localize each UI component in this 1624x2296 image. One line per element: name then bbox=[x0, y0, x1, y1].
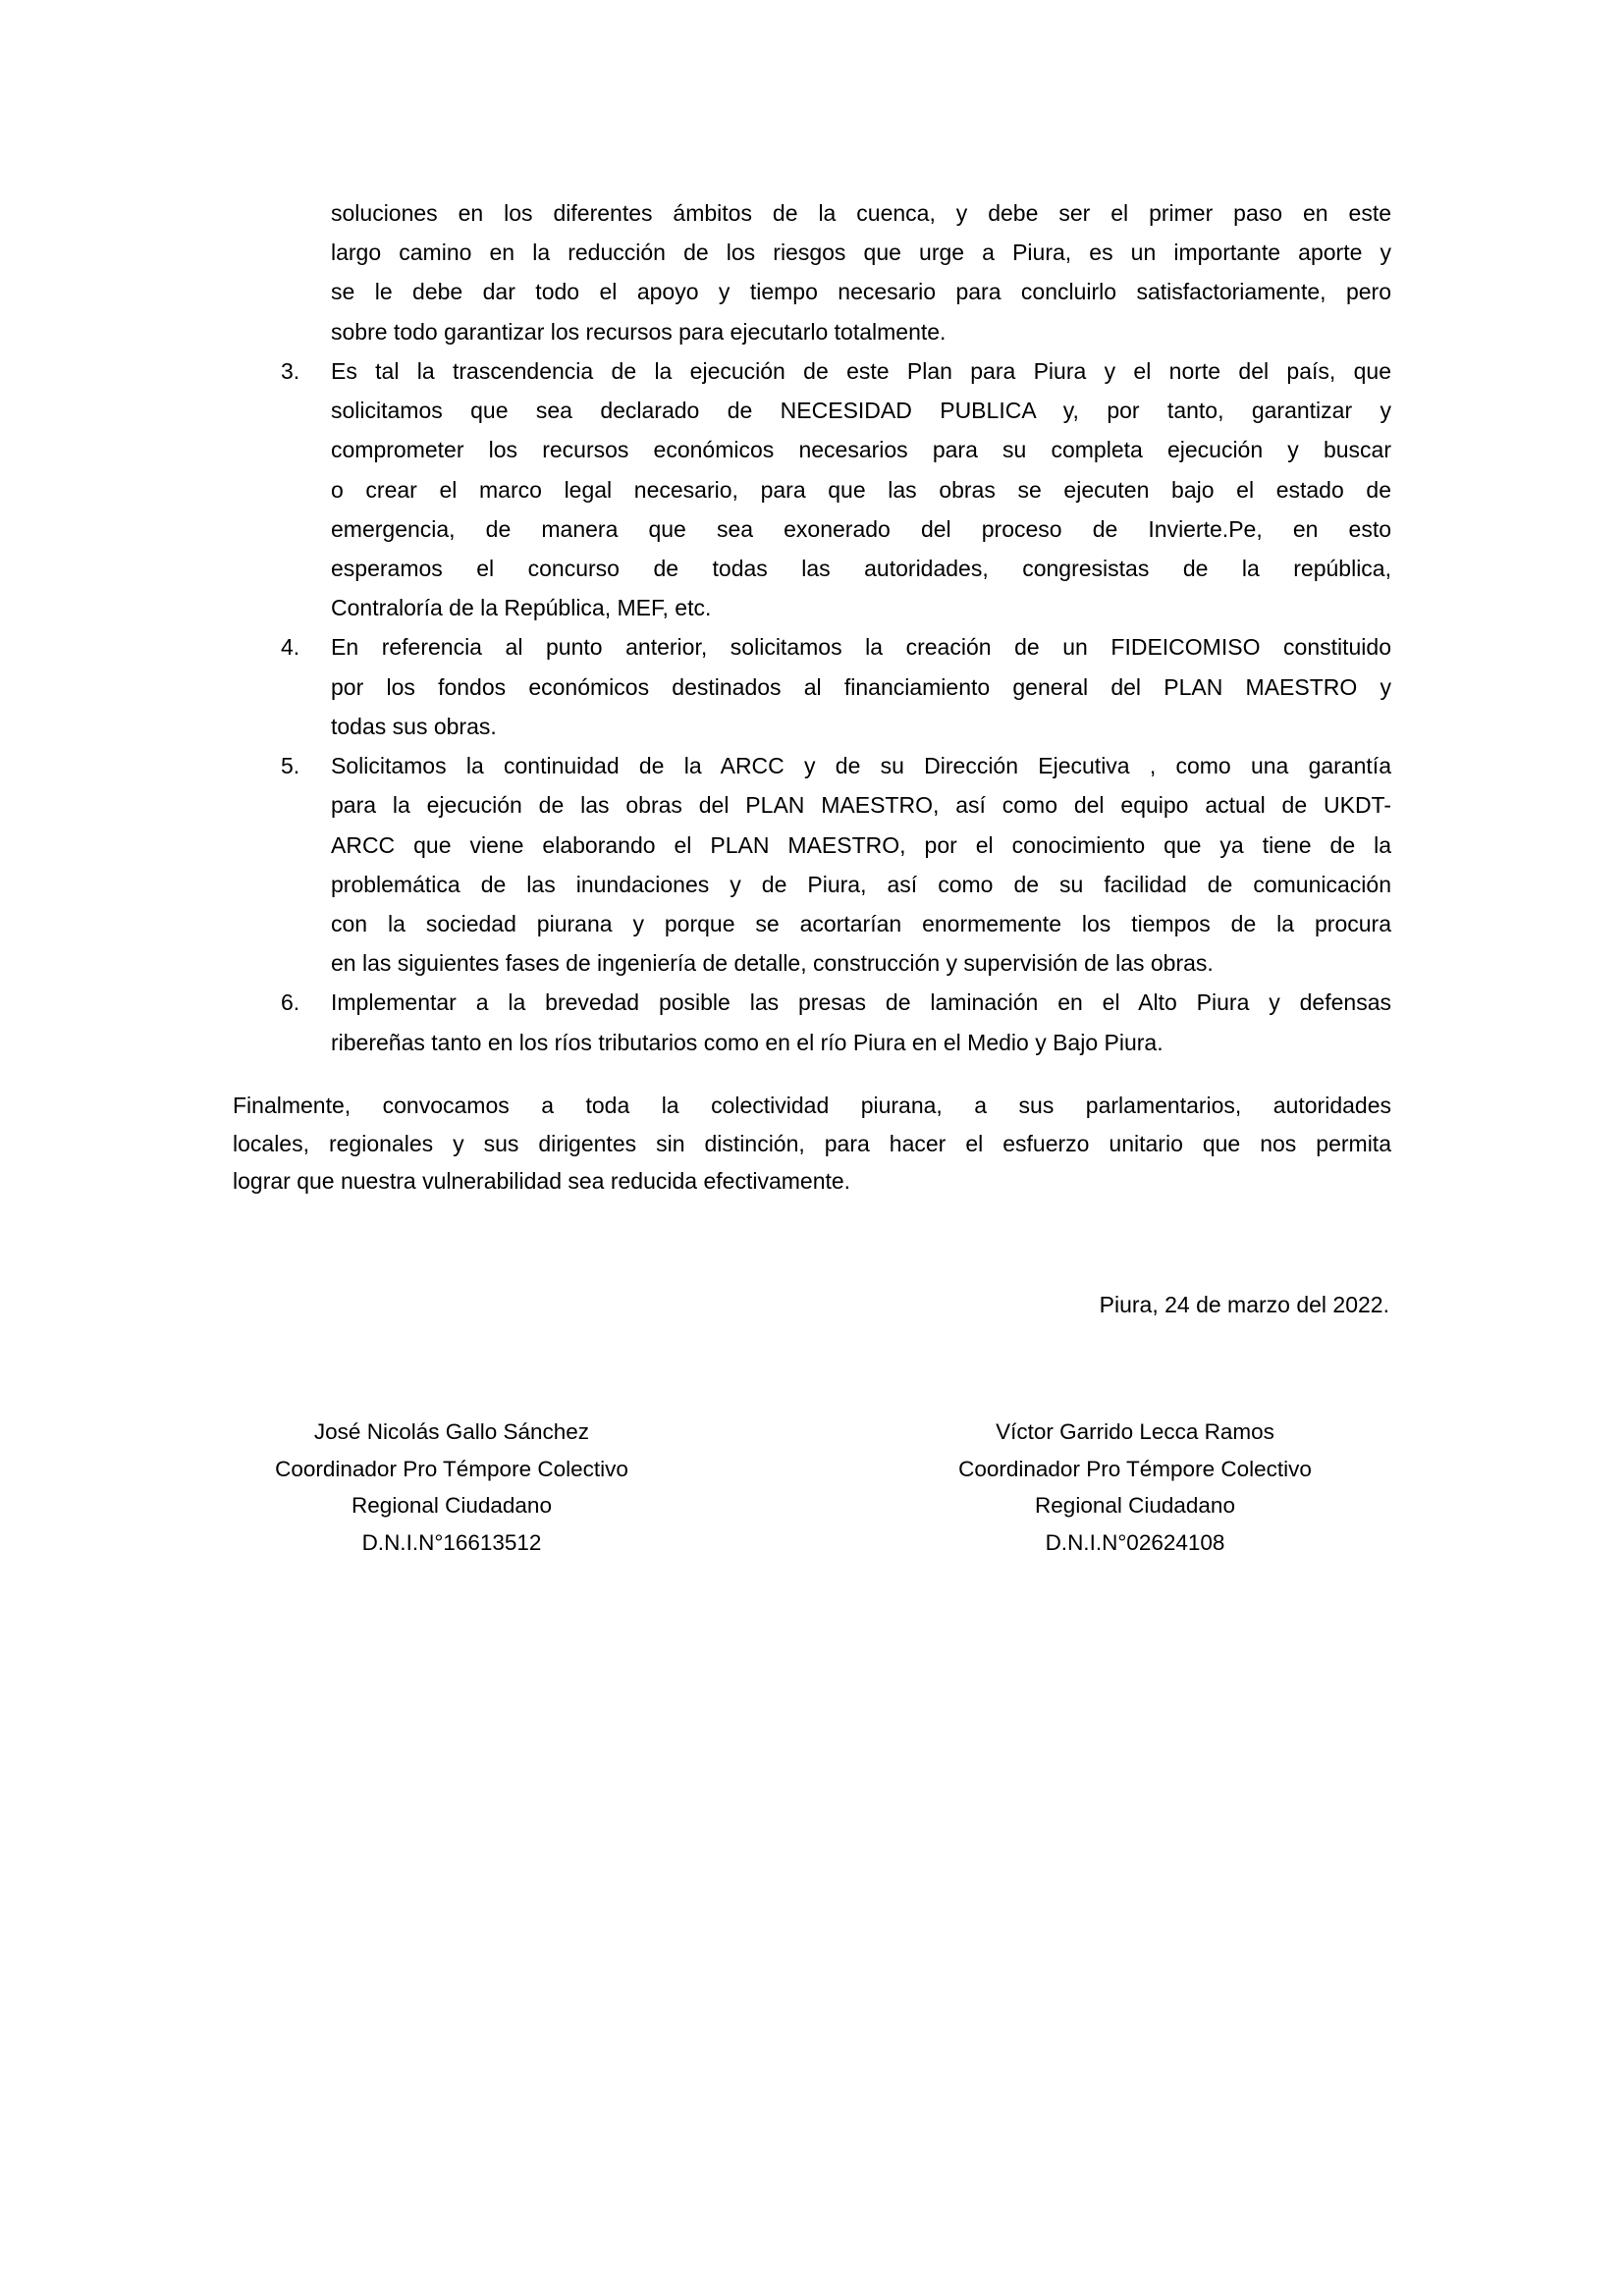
paragraph-line: se le debe dar todo el apoyo y tiempo necesario para concluirlo satisfactoriamente, pero bbox=[331, 279, 1391, 305]
list-item-5-line bbox=[0, 865, 1624, 904]
paragraph-line: sobre todo garantizar los recursos para ejecutarlo totalmente. bbox=[331, 318, 947, 345]
list-item-number: 4. bbox=[281, 634, 300, 661]
paragraph-line: lograr que nuestra vulnerabilidad sea reducida efectivamente. bbox=[233, 1168, 851, 1194]
list-item-5-line bbox=[0, 785, 1624, 825]
paragraph-line: o crear el marco legal necesario, para que las obras se ejecuten bajo el estado de bbox=[331, 476, 1391, 503]
list-item-continuation-line bbox=[0, 233, 1624, 272]
paragraph-line: ribereñas tanto en los ríos tributarios como en el río Piura en el Medio y Bajo Piura. bbox=[331, 1029, 1164, 1055]
list-item-4-line bbox=[0, 667, 1624, 707]
list-item-4 bbox=[0, 627, 1624, 667]
list-item-5 bbox=[0, 746, 1624, 785]
paragraph-line: problemática de las inundaciones y de Piura, así como de su facilidad de comunicación bbox=[331, 871, 1391, 897]
signatory-id: D.N.I.N°16613512 bbox=[361, 1529, 542, 1555]
closing-paragraph bbox=[233, 1087, 1391, 1201]
list-item-number: 5. bbox=[281, 753, 300, 779]
paragraph-line: ARCC que viene elaborando el PLAN MAESTRO, por el conocimiento que ya tiene de la bbox=[331, 831, 1391, 858]
paragraph-line: Implementar a la brevedad posible las presas de laminación en el Alto Piura y defensas bbox=[331, 989, 1391, 1016]
signatory-organization: Regional Ciudadano bbox=[352, 1493, 552, 1518]
list-item-number: 3. bbox=[281, 357, 300, 384]
paragraph-line: locales, regionales y sus dirigentes sin distinción, para hacer el esfuerzo unitario que nos permita bbox=[233, 1130, 1391, 1156]
paragraph-line: soluciones en los diferentes ámbitos de la cuenca, y debe ser el primer paso en este bbox=[331, 200, 1391, 226]
paragraph-line: por los fondos económicos destinados al financiamiento general del PLAN MAESTRO y bbox=[331, 673, 1391, 700]
paragraph-line: para la ejecución de las obras del PLAN MAESTRO, así como del equipo actual de UKDT- bbox=[331, 792, 1391, 819]
signatory-organization: Regional Ciudadano bbox=[1035, 1493, 1235, 1518]
paragraph-line: esperamos el concurso de todas las autoridades, congresistas de la república, bbox=[331, 555, 1391, 581]
signatory-title: Coordinador Pro Témpore Colectivo bbox=[275, 1456, 628, 1481]
paragraph-line: emergencia, de manera que sea exonerado del proceso de Invierte.Pe, en esto bbox=[331, 515, 1391, 542]
paragraph-line: en las siguientes fases de ingeniería de detalle, construcción y supervisión de las obras. bbox=[331, 950, 1214, 977]
list-item-continuation-line bbox=[0, 312, 1624, 351]
paragraph-line: En referencia al punto anterior, solicitamos la creación de un FIDEICOMISO constituido bbox=[331, 634, 1391, 661]
signatory-name: Víctor Garrido Lecca Ramos bbox=[996, 1419, 1274, 1444]
paragraph-line: todas sus obras. bbox=[331, 713, 497, 739]
list-item-6-line bbox=[0, 1023, 1624, 1062]
paragraph-line: Finalmente, convocamos a toda la colectividad piurana, a sus parlamentarios, autoridades bbox=[233, 1093, 1391, 1118]
signatory-name: José Nicolás Gallo Sánchez bbox=[313, 1419, 590, 1444]
list-item-continuation-line bbox=[0, 272, 1624, 311]
list-item-number: 6. bbox=[281, 989, 300, 1016]
list-item-continuation-line bbox=[0, 193, 1624, 233]
paragraph-line: largo camino en la reducción de los riesgos que urge a Piura, es un importante aporte y bbox=[331, 240, 1391, 266]
signatory-title: Coordinador Pro Témpore Colectivo bbox=[958, 1456, 1312, 1481]
list-item-5-line bbox=[0, 826, 1624, 865]
signature-block-right bbox=[880, 1414, 1390, 1561]
date-line: Piura, 24 de marzo del 2022. bbox=[1099, 1292, 1389, 1317]
paragraph-line: Contraloría de la República, MEF, etc. bbox=[331, 595, 712, 621]
list-item-3-line bbox=[0, 391, 1624, 430]
list-item-3-line bbox=[0, 509, 1624, 549]
paragraph-line: Es tal la trascendencia de la ejecución de este Plan para Piura y el norte del país, que bbox=[331, 357, 1391, 384]
list-item-3-line bbox=[0, 588, 1624, 627]
numbered-list bbox=[0, 193, 1624, 1062]
list-item-5-line bbox=[0, 904, 1624, 943]
list-item-6 bbox=[0, 983, 1624, 1022]
list-item-3 bbox=[0, 351, 1624, 391]
list-item-5-line bbox=[0, 943, 1624, 983]
list-item-4-line bbox=[0, 707, 1624, 746]
paragraph-line: con la sociedad piurana y porque se acortarían enormemente los tiempos de la procura bbox=[331, 910, 1391, 936]
signatory-id: D.N.I.N°02624108 bbox=[1045, 1529, 1225, 1555]
paragraph-line: Solicitamos la continuidad de la ARCC y de su Dirección Ejecutiva , como una garantía bbox=[331, 753, 1391, 779]
list-item-3-line bbox=[0, 430, 1624, 469]
list-item-3-line bbox=[0, 470, 1624, 509]
paragraph-line: solicitamos que sea declarado de NECESIDAD PUBLICA y, por tanto, garantizar y bbox=[331, 398, 1391, 424]
list-item-3-line bbox=[0, 549, 1624, 588]
signature-block-left bbox=[196, 1414, 707, 1561]
paragraph-line: comprometer los recursos económicos necesarios para su completa ejecución y buscar bbox=[331, 437, 1391, 463]
